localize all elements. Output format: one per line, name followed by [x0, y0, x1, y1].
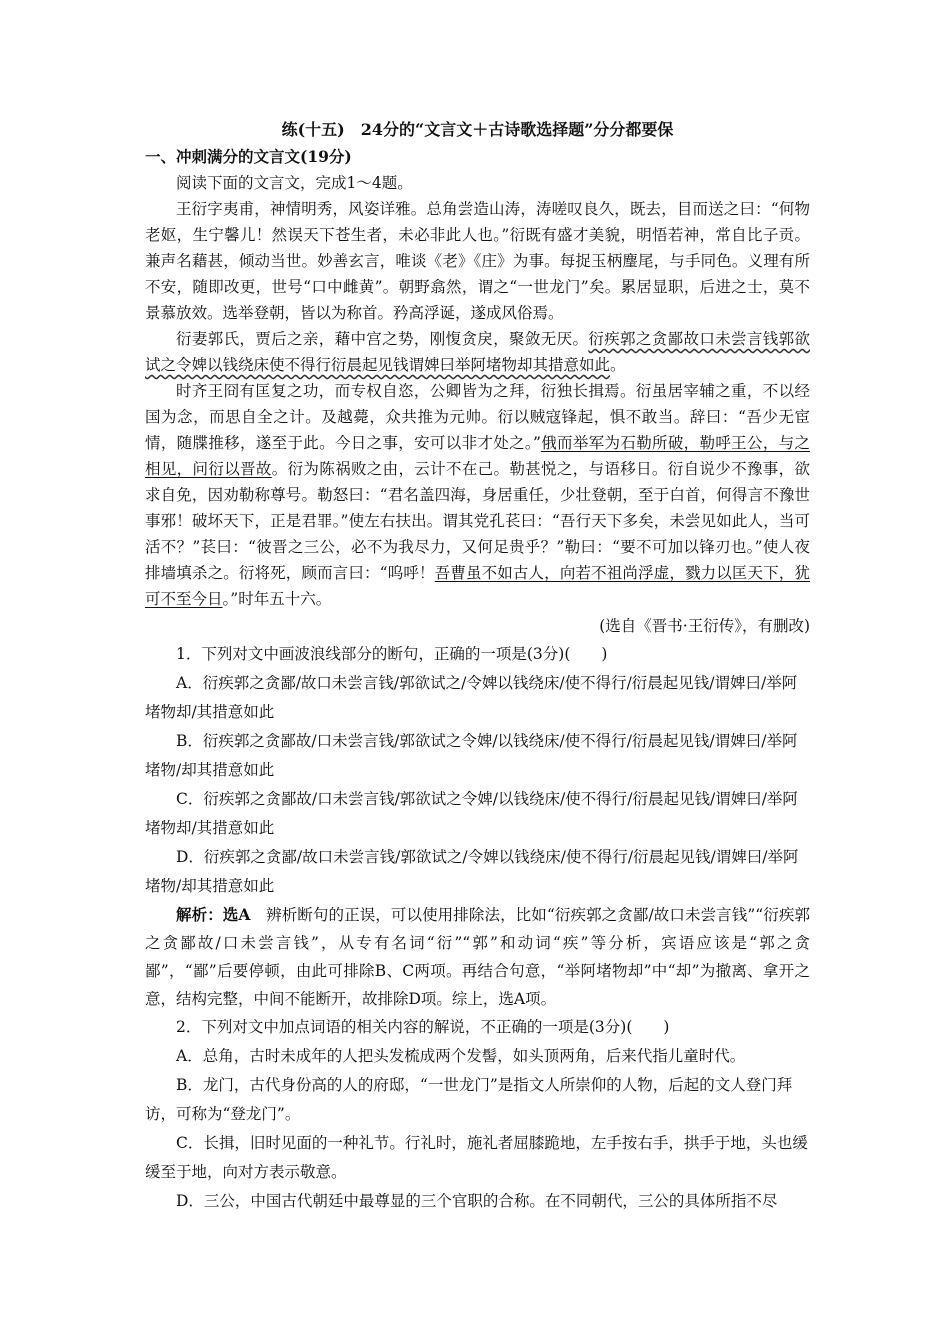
- question-2-option-c: C．长揖，旧时见面的一种礼节。行礼时，施礼者屈膝跪地，左手按右手，拱手于地，头也缓缓至于地，向对方表示敬意。: [145, 1134, 808, 1181]
- question-1-option-a: A．衍疾郭之贪鄙/故口未尝言钱/郭欲试之/令婢以钱绕床/使不得行/衍晨起见钱/谓婢曰/举阿堵物却/其措意如此: [145, 674, 798, 721]
- analysis-label: 解析：选A: [176, 905, 251, 924]
- instruction: 阅读下面的文言文，完成1～4题。: [176, 174, 413, 192]
- question-1-analysis: [145, 901, 810, 1013]
- wavy-underlined-text: 衍疾郭之贪鄙故口未尝言钱郭欲试之令婢以钱绕床使不得行衍晨起见钱谓婢曰举阿堵物却其措意如此: [145, 330, 810, 374]
- passage-paragraph-1: 王衍字夷甫，神情明秀，风姿详雅。总角尝造山涛，涛嗟叹良久，既去，目而送之曰：“何物老妪，生宁馨儿！然误天下苍生者，未必非此人也。”衍既有盛才美貌，明悟若神，常自比子贡。兼声名藉甚，倾动当世。妙善玄言，唯谈《老》《庄》为事。每捉玉柄麈尾，与手同色。义理有所不安，随即改更，世号“口中雌黄”。朝野翕然，谓之“一世龙门”矣。累居显职，后进之士，莫不景慕放效。选举登朝，皆以为称首。矜高浮诞，遂成风俗焉。: [145, 200, 810, 322]
- page-title: 练(十五) 24分的“文言文＋古诗歌选择题”分分都要保: [281, 120, 674, 139]
- analysis-text: 辨析断句的正误，可以使用排除法，比如“衍疾郭之贪鄙/故口未尝言钱”“衍疾郭之贪鄙故/口未尝言钱”，从专有名词“衍”“郭”和动词“疾”等分析，宾语应该是“郭之贪鄙”，“鄙”后要停顿，由此可排除B、C两项。再结合句意，“举阿堵物却”中“却”为撤离、拿开之意，结构完整，中间不能断开，故排除D项。综上，选A项。: [145, 906, 811, 1008]
- question-1-option-c: C．衍疾郭之贪鄙故/口未尝言钱/郭欲试之令婢/以钱绕床/使不得行/衍晨起见钱/谓婢曰/举阿堵物却/其措意如此: [145, 790, 798, 837]
- passage-paragraph-3: [145, 378, 810, 612]
- question-2-option-a: A．总角，古时未成年的人把头发梳成两个发髻，如头顶两角，后来代指儿童时代。: [176, 1047, 746, 1065]
- passage-text: 。: [610, 356, 626, 374]
- passage-text: 。”时年五十六。: [222, 590, 332, 608]
- question-1-option-b: B．衍疾郭之贪鄙故/口未尝言钱/郭欲试之令婢/以钱绕床/使不得行/衍晨起见钱/谓婢曰/举阿堵物/却其措意如此: [145, 732, 798, 779]
- question-1-stem: 1．下列对文中画波浪线部分的断句，正确的一项是(3分)( ): [176, 645, 608, 663]
- question-2-option-b: B．龙门，古代身份高的人的府邸，“一世龙门”是指文人所崇仰的人物，后起的文人登门拜访，可称为“登龙门”。: [145, 1076, 793, 1123]
- passage-text: 衍妻郭氏，贾后之亲，藉中宫之势，刚愎贪戾，聚敛无厌。: [176, 330, 589, 348]
- underlined-sentence-1: 俄而举军为石勒所破，勒呼王公，与之相见，问衍以晋故: [145, 434, 810, 478]
- question-2-stem: 2．下列对文中加点词语的相关内容的解说，不正确的一项是(3分)( ): [176, 1018, 670, 1036]
- source-citation: (选自《晋书·王衍传》，有删改): [599, 617, 810, 635]
- passage-paragraph-2: [145, 326, 810, 378]
- document-page: [145, 118, 810, 1216]
- section-heading: 一、冲刺满分的文言文(19分): [145, 147, 352, 166]
- underlined-sentence-2: 吾曹虽不如古人，向若不祖尚浮虚，戮力以匡天下，犹可不至今日: [145, 564, 810, 608]
- question-2-option-d: D．三公，中国古代朝廷中最尊显的三个官职的合称。在不同朝代，三公的具体所指不尽: [176, 1192, 778, 1210]
- passage-text: 时齐王冏有匡复之功，而专权自恣，公卿皆为之拜，衍独长揖焉。衍虽居宰辅之重，不以经国为念，而思自全之计。及越薨，众共推为元帅。衍以贼寇锋起，惧不敢当。辞曰：“吾少无宦情，随牒推移，遂至于此。今日之事，安可以非才处之。”: [145, 382, 810, 452]
- passage-text: 。衍为陈祸败之由，云计不在己。勒甚悦之，与语移日。衍自说少不豫事，欲求自免，因劝勒称尊号。勒怒曰：“君名盖四海，身居重任，少壮登朝，至于白首，何得言不豫世事邪！破坏天下，正是君罪。”使左右扶出。谓其党孔苌曰：“吾行天下多矣，未尝见如此人，当可活不？”苌曰：“彼晋之三公，必不为我尽力，又何足贵乎？”勒曰：“要不可加以锋刃也。”使人夜排墙填杀之。衍将死，顾而言曰：“呜呼！: [145, 460, 810, 582]
- question-1-option-d: D．衍疾郭之贪鄙/故口未尝言钱/郭欲试之/令婢以钱绕床/使不得行/衍晨起见钱/谓婢曰/举阿堵物/却其措意如此: [145, 848, 799, 895]
